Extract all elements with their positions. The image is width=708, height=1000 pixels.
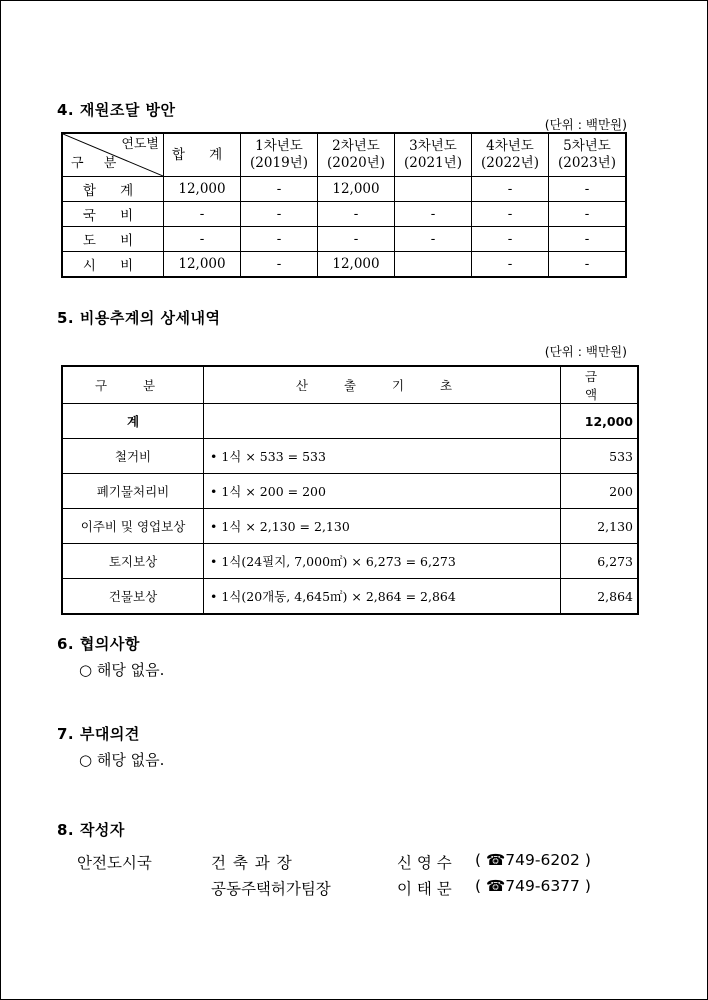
author-role: 공동주택허가팀장: [211, 880, 331, 898]
funding-cell: [395, 177, 472, 202]
funding-table: [61, 132, 627, 278]
cost-item-amount: 6,273: [561, 544, 639, 579]
funding-cell: -: [241, 252, 318, 278]
funding-corner-year: 연도별: [121, 137, 159, 152]
author-name: 이 태 문: [397, 880, 452, 898]
funding-cell: -: [549, 177, 627, 202]
cost-total-label: 계: [62, 404, 204, 439]
cost-total-amount: 12,000: [561, 404, 639, 439]
author-section-title: 8. 작성자: [57, 821, 125, 839]
funding-cell: -: [318, 202, 395, 227]
funding-cell: 12,000: [318, 252, 395, 278]
funding-row-city: [62, 252, 626, 278]
table-row: [62, 439, 638, 474]
funding-cell: -: [241, 177, 318, 202]
funding-cell: -: [549, 227, 627, 252]
funding-header-year4: 4차년도 (2022년): [472, 133, 549, 177]
funding-cell: -: [241, 227, 318, 252]
cost-header-amount: 금 액: [561, 366, 639, 404]
funding-section-title: 4. 재원조달 방안: [57, 101, 176, 119]
funding-corner-cell: [62, 133, 164, 177]
funding-cell: 12,000: [164, 177, 241, 202]
funding-cell: -: [472, 202, 549, 227]
table-row: [62, 474, 638, 509]
consultation-section-title: 6. 협의사항: [57, 635, 140, 653]
cost-unit-label: (단위 : 백만원): [544, 344, 627, 359]
author-phone: ( ☎749-6377 ): [475, 877, 591, 895]
funding-row-label: 시 비: [82, 258, 144, 274]
funding-cell: -: [395, 202, 472, 227]
cost-item-amount: 2,130: [561, 509, 639, 544]
cost-section-title: 5. 비용추계의 상세내역: [57, 309, 221, 327]
table-row: [62, 579, 638, 615]
funding-row-total: [62, 177, 626, 202]
cost-header-basis: 산 출 기 초: [204, 366, 561, 404]
cost-item-label: 이주비 및 영업보상: [62, 509, 204, 544]
consultation-note: ○ 해당 없음.: [79, 661, 165, 679]
cost-item-label: 토지보상: [62, 544, 204, 579]
funding-header-year5: 5차년도 (2023년): [549, 133, 627, 177]
author-name: 신 영 수: [397, 854, 452, 872]
cost-total-basis: [204, 404, 561, 439]
author-role: 건 축 과 장: [211, 854, 293, 872]
cost-item-basis: • 1식(20개동, 4,645㎡) × 2,864 = 2,864: [204, 579, 561, 615]
cost-item-basis: • 1식 × 533 = 533: [204, 439, 561, 474]
funding-header-total: 합 계: [164, 133, 241, 177]
funding-unit-label: (단위 : 백만원): [544, 117, 627, 132]
funding-row-national: [62, 202, 626, 227]
funding-cell: -: [472, 252, 549, 278]
opinion-note: ○ 해당 없음.: [79, 751, 165, 769]
funding-cell: -: [472, 227, 549, 252]
cost-item-amount: 533: [561, 439, 639, 474]
funding-row-label: 도 비: [82, 233, 144, 249]
funding-corner-category: 구 분: [71, 156, 125, 171]
cost-item-label: 건물보상: [62, 579, 204, 615]
opinion-section-title: 7. 부대의견: [57, 725, 140, 743]
funding-cell: -: [395, 227, 472, 252]
table-row: [62, 509, 638, 544]
author-phone: ( ☎749-6202 ): [475, 851, 591, 869]
cost-item-amount: 200: [561, 474, 639, 509]
cost-item-basis: • 1식(24필지, 7,000㎡) × 6,273 = 6,273: [204, 544, 561, 579]
cost-item-label: 폐기물처리비: [62, 474, 204, 509]
cost-item-amount: 2,864: [561, 579, 639, 615]
funding-header-year2: 2차년도 (2020년): [318, 133, 395, 177]
cost-header-row: [62, 366, 638, 404]
funding-cell: -: [549, 202, 627, 227]
cost-header-category: 구 분: [62, 366, 204, 404]
funding-cell: -: [241, 202, 318, 227]
funding-cell: -: [164, 227, 241, 252]
funding-row-label: 국 비: [82, 208, 144, 224]
table-row: [62, 544, 638, 579]
cost-table: [61, 365, 639, 615]
funding-row-province: [62, 227, 626, 252]
funding-cell: -: [549, 252, 627, 278]
funding-cell: -: [318, 227, 395, 252]
funding-cell: 12,000: [318, 177, 395, 202]
cost-item-basis: • 1식 × 200 = 200: [204, 474, 561, 509]
funding-cell: -: [164, 202, 241, 227]
funding-header-row: [62, 133, 626, 177]
cost-item-label: 철거비: [62, 439, 204, 474]
cost-item-basis: • 1식 × 2,130 = 2,130: [204, 509, 561, 544]
author-department: 안전도시국: [77, 854, 152, 872]
funding-header-year3: 3차년도 (2021년): [395, 133, 472, 177]
funding-cell: -: [472, 177, 549, 202]
funding-row-label: 합 계: [82, 183, 144, 199]
funding-cell: 12,000: [164, 252, 241, 278]
funding-header-year1: 1차년도 (2019년): [241, 133, 318, 177]
cost-total-row: [62, 404, 638, 439]
funding-cell: [395, 252, 472, 278]
